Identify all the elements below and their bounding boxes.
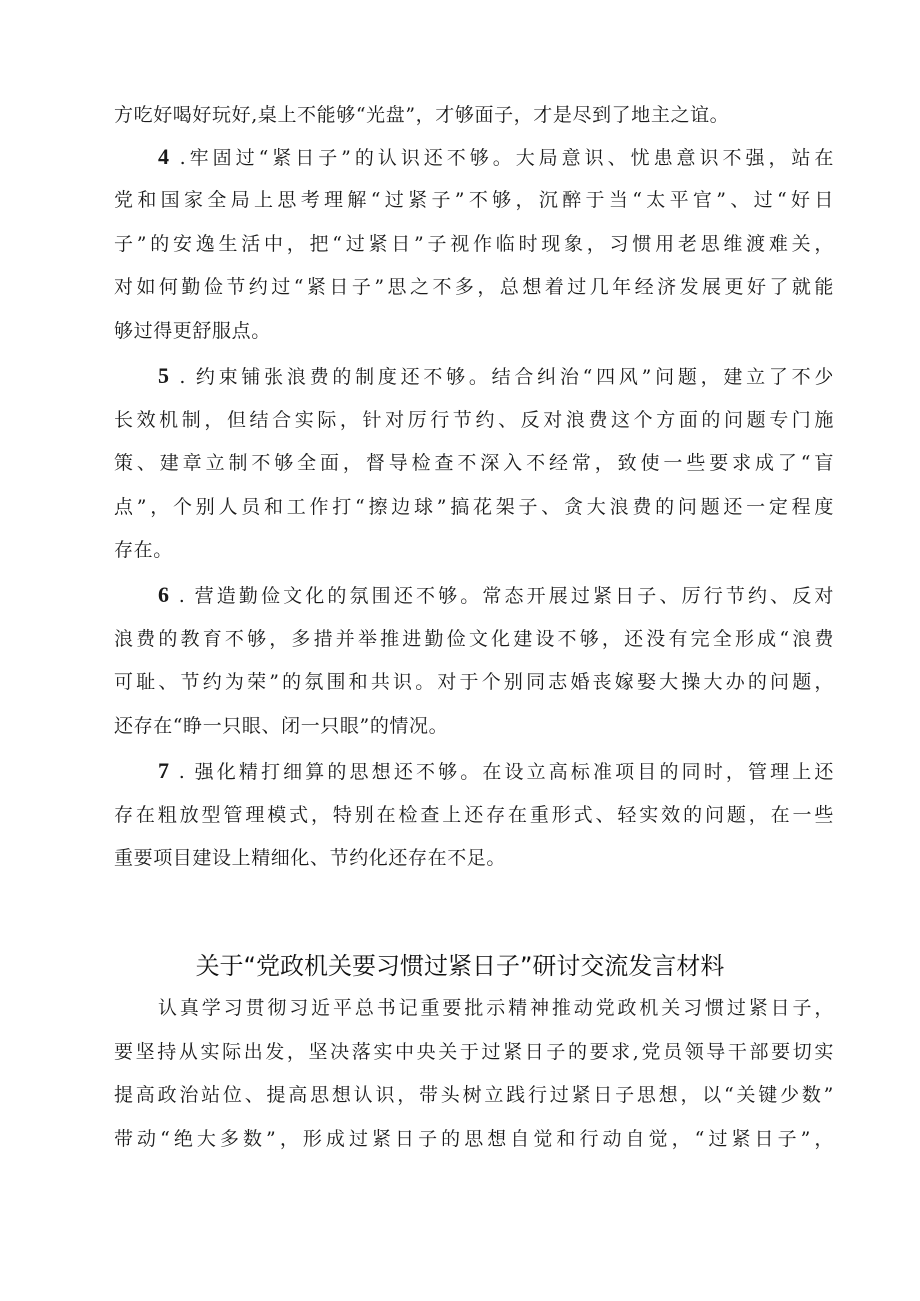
item-5-number: 5 bbox=[158, 363, 170, 388]
item-4-line-4: 对如何勤俭节约过“紧日子”思之不多，总想着过几年经济发展更好了就能 bbox=[114, 276, 834, 298]
item-4-text: .牢固过“紧日子”的认识还不够。大局意识、忧患意识不强，站在 bbox=[169, 147, 834, 169]
item-4-line-2: 党和国家全局上思考理解“过紧子”不够，沉醉于当“太平官”、过“好日 bbox=[114, 189, 834, 211]
item-6-line-1 bbox=[158, 580, 834, 610]
item-7-text: . 强化精打细算的思想还不够。在设立高标准项目的同时，管理上还 bbox=[169, 761, 834, 783]
item-5-line-5: 存在。 bbox=[114, 539, 173, 561]
item-5-line-2: 长效机制，但结合实际，针对厉行节约、反对浪费这个方面的问题专门施 bbox=[114, 409, 834, 431]
continued-paragraph-line: 方吃好喝好玩好,桌上不能够“光盘”，才够面子，才是尽到了地主之谊。 bbox=[114, 104, 730, 126]
item-4-line-3: 子”的安逸生活中，把“过紧日”子视作临时现象，习惯用老思维渡难关， bbox=[114, 233, 834, 255]
item-7-number: 7 bbox=[158, 758, 170, 783]
item-7-line-1 bbox=[158, 756, 834, 786]
item-4-number: 4 bbox=[158, 144, 170, 169]
item-4-line-1 bbox=[158, 142, 834, 172]
item-5-text: . 约束铺张浪费的制度还不够。结合纠治“四风”问题，建立了不少 bbox=[169, 366, 834, 388]
item-7-line-3: 重要项目建设上精细化、节约化还存在不足。 bbox=[114, 847, 507, 869]
item-6-text: . 营造勤俭文化的氛围还不够。常态开展过紧日子、厉行节约、反对 bbox=[169, 585, 834, 607]
item-5-line-3: 策、建章立制不够全面，督导检查不深入不经常，致使一些要求成了“盲 bbox=[114, 452, 834, 474]
item-7-line-2: 存在粗放型管理模式，特别在检查上还存在重形式、轻实效的问题，在一些 bbox=[114, 804, 834, 826]
item-6-line-4: 还存在“睁一只眼、闭一只眼”的情况。 bbox=[114, 715, 449, 737]
body-line-3: 提高政治站位、提高思想认识，带头树立践行过紧日子思想，以“关键少数” bbox=[114, 1084, 834, 1106]
item-4-line-5: 够过得更舒服点。 bbox=[114, 320, 271, 342]
section-title: 关于“党政机关要习惯过紧日子”研讨交流发言材料 bbox=[195, 952, 725, 980]
item-6-line-3: 可耻、节约为荣”的氛围和共识。对于个别同志婚丧嫁娶大操大办的问题， bbox=[114, 671, 834, 693]
item-5-line-1 bbox=[158, 361, 834, 391]
body-line-4: 带动“绝大多数”，形成过紧日子的思想自觉和行动自觉，“过紧日子”， bbox=[114, 1128, 834, 1150]
item-6-line-2: 浪费的教育不够，多措并举推进勤俭文化建设不够，还没有完全形成“浪费 bbox=[114, 628, 834, 650]
body-line-2: 要坚持从实际出发，坚决落实中央关于过紧日子的要求,党员领导干部要切实 bbox=[114, 1041, 834, 1063]
item-6-number: 6 bbox=[158, 582, 170, 607]
item-5-line-4: 点”，个别人员和工作打“擦边球”搞花架子、贪大浪费的问题还一定程度 bbox=[114, 496, 834, 518]
body-line-1: 认真学习贯彻习近平总书记重要批示精神推动党政机关习惯过紧日子， bbox=[158, 997, 834, 1019]
